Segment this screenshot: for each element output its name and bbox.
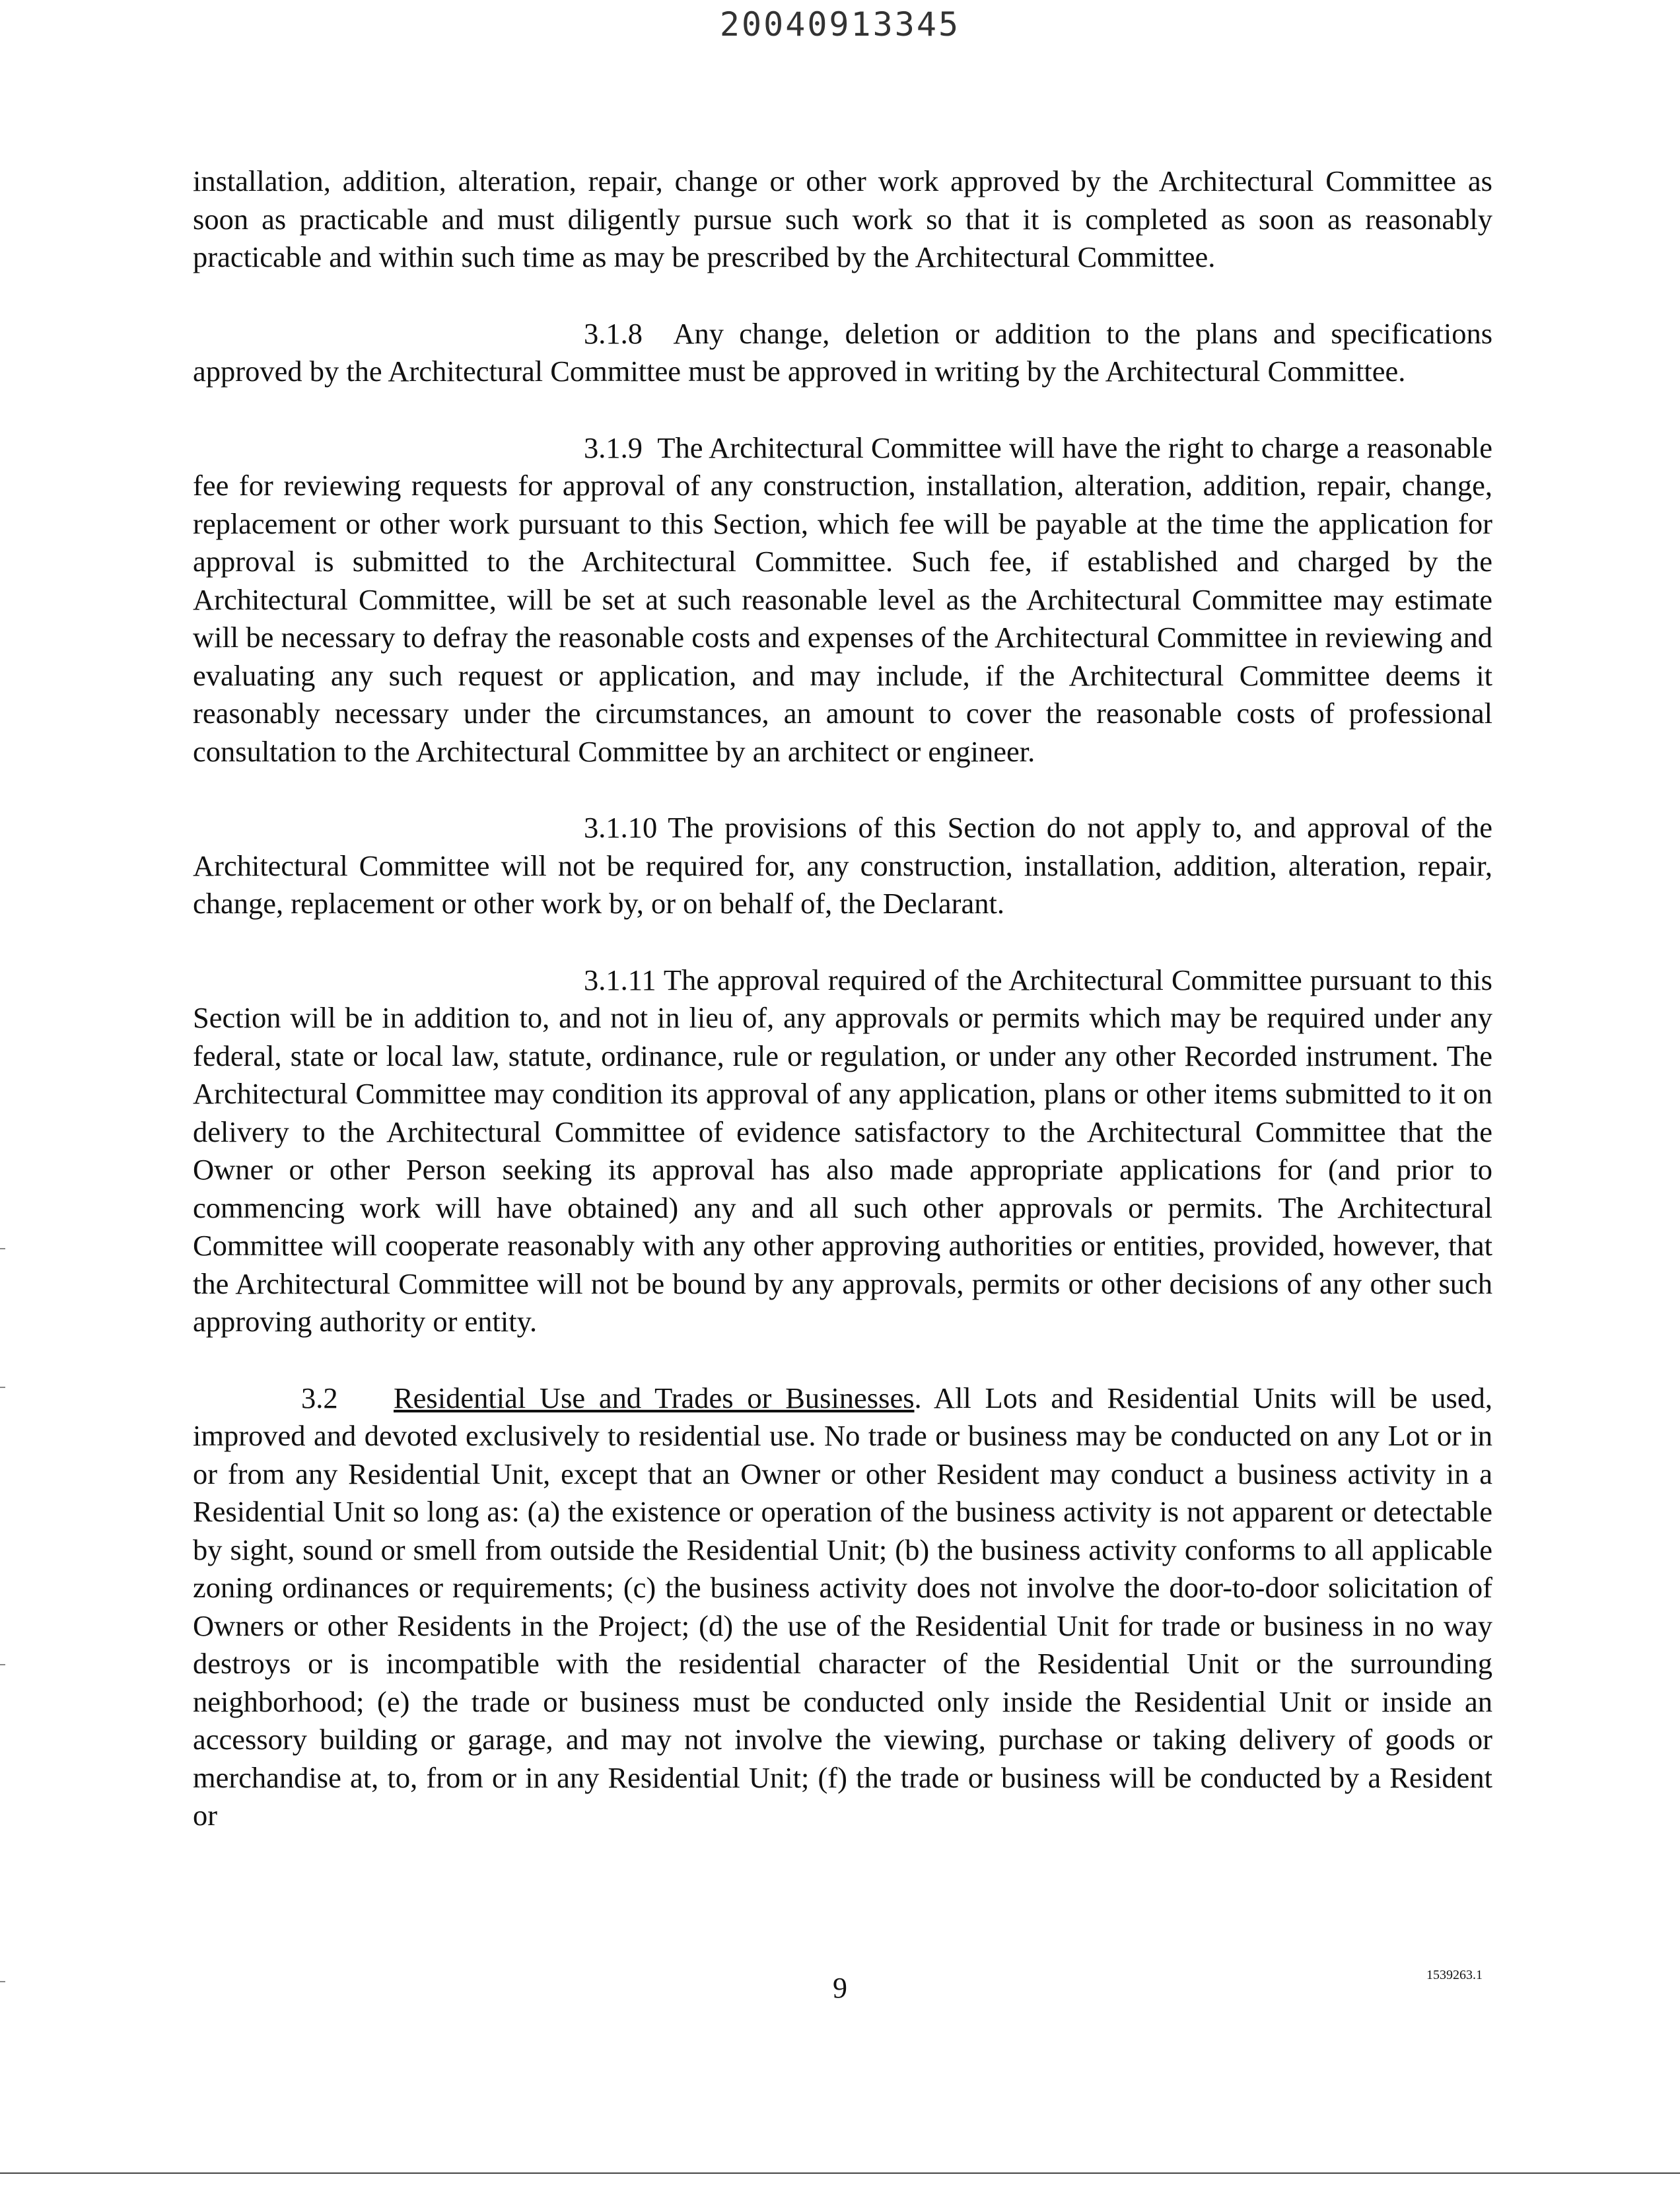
page-number: 9 (833, 1972, 847, 2004)
paragraph-3-1-8 (193, 315, 1492, 391)
section-number: 3.1.8 (584, 316, 643, 350)
paragraph-continued: installation, addition, alteration, repair, change or other work approved by the Architectural Committee as soon as practicable and must diligently pursue such work so that it is completed as soon as reasonably practicable and within such time as may be prescribed by the Architectural Committee. (193, 164, 1492, 273)
scan-margin-mark (0, 1664, 5, 1665)
scan-margin-mark (0, 1981, 5, 1982)
bottom-rule (0, 2172, 1680, 2174)
paragraph-3-1-10 (193, 809, 1492, 923)
section-number: 3.1.11 (584, 963, 656, 996)
section-number: 3.1.9 (584, 431, 643, 464)
scan-margin-mark (0, 1248, 5, 1249)
scan-margin-mark (0, 1387, 5, 1388)
document-body (193, 162, 1492, 1873)
paragraph-text: Any change, deletion or addition to the plans and specifications approved by the Architectural Committee must be approved in writing by the Architectural Committee. (193, 316, 1493, 388)
paragraph-text: The approval required of the Architectural Committee pursuant to this Section will be in addition to, and not in lieu of, any approvals or permits which may be required under any federal, state or local law, statute, ordinance, rule or regulation, or under any other Recorded instrument. The Architectural Committee may condition its approval of any application, plans or other items submitted to it on delivery to the Architectural Committee of evidence satisfactory to the Architectural Committee that the Owner or other Person seeking its approval has also made appropriate applications for (and prior to commencing work will have obtained) any and all such other approvals or permits. The Architectural Committee will cooperate reasonably with any other approving authorities or entities, provided, however, that the Architectural Committee will not be bound by any approvals, permits or other decisions of any other such approving authority or entity. (193, 963, 1492, 1338)
paragraph-text: The Architectural Committee will have the right to charge a reasonable fee for reviewing requests for approval of any construction, installation, alteration, addition, repair, change, replacement or other work pursuant to this Section, which fee will be payable at the time the application for approval is submitted to the Architectural Committee. Such fee, if established and charged by the Architectural Committee, will be set at such reasonable level as the Architectural Committee may estimate will be necessary to defray the reasonable costs and expenses of the Architectural Committee in reviewing and evaluating any such request or application, and may include, if the Architectural Committee deems it reasonably necessary under the circumstances, an amount to cover the reasonable costs of professional consultation to the Architectural Committee by an architect or engineer. (193, 431, 1492, 768)
paragraph-text: . All Lots and Residential Units will be used, improved and devoted exclusively to residential use. No trade or business may be conducted on any Lot or in or from any Residential Unit, except that an Owner or other Resident may conduct a business activity in a Residential Unit so long as: (a) the existence or operation of the business activity is not apparent or detectable by sight, sound or smell from outside the Residential Unit; (b) the business activity conforms to all applicable zoning ordinances or requirements; (c) the business activity does not involve the door-to-door solicitation of Owners or other Residents in the Project; (d) the use of the Residential Unit for trade or business in no way destroys or is incompatible with the residential character of the Residential Unit or the surrounding neighborhood; (e) the trade or business must be conducted only inside the Residential Unit or inside an accessory building or garage, and may not involve the viewing, purchase or taking delivery of goods or merchandise at, to, from or in any Residential Unit; (f) the trade or business will be conducted by a Resident or (193, 1381, 1492, 1832)
document-number: 20040913345 (719, 5, 961, 44)
paragraph-3-1-11 (193, 961, 1492, 1341)
paragraph-3-2 (193, 1379, 1492, 1835)
document-id: 1539263.1 (1426, 1968, 1483, 1982)
section-heading: Residential Use and Trades or Businesses (394, 1381, 915, 1414)
section-number: 3.2 (301, 1381, 338, 1414)
paragraph-3-1-9 (193, 429, 1492, 771)
paragraph-text: The provisions of this Section do not apply to, and approval of the Architectural Committee will not be required for, any construction, installation, addition, alteration, repair, change, replacement or other work by, or on behalf of, the Declarant. (193, 811, 1492, 920)
section-number: 3.1.10 (584, 811, 658, 844)
